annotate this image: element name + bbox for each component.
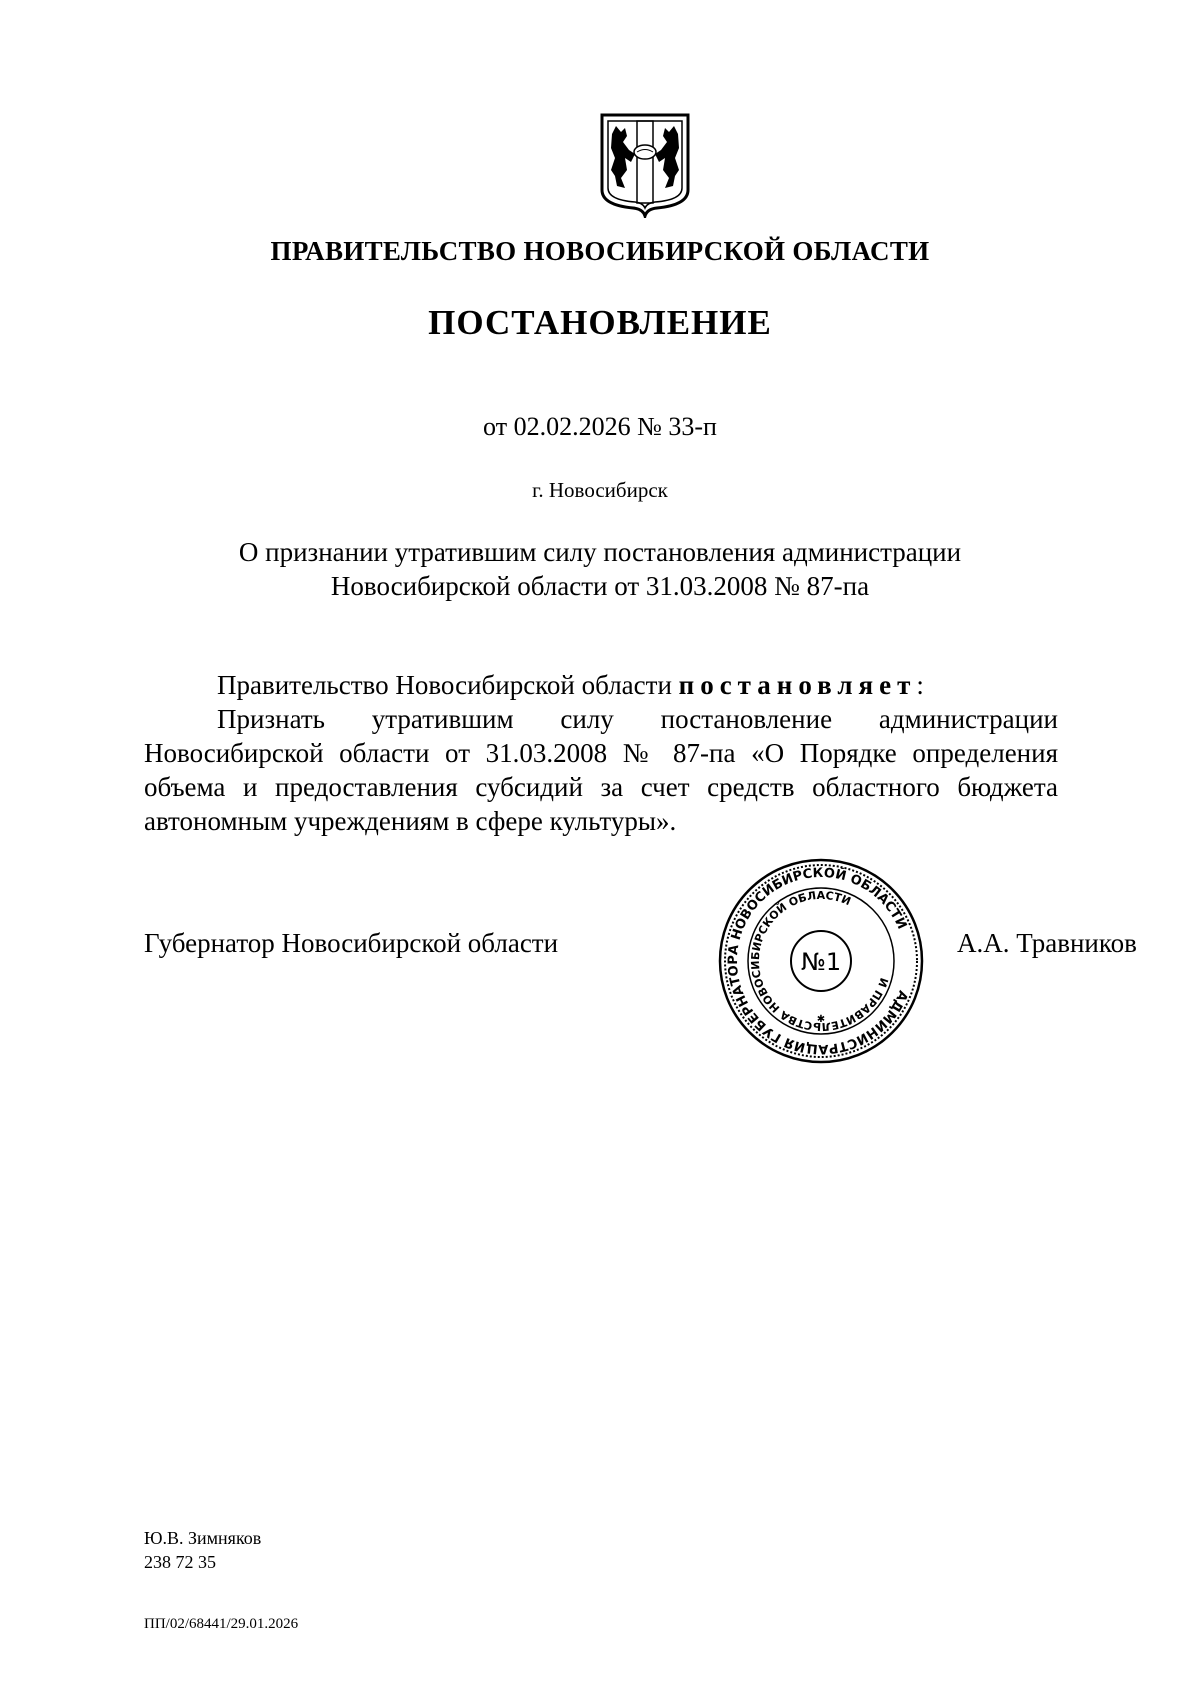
- signatory-name: А.А. Травников: [957, 928, 1137, 958]
- document-subject: [0, 535, 1200, 603]
- body-paragraph-decree: [144, 668, 1058, 702]
- decree-lead: Правительство Новосибирской области: [217, 670, 672, 700]
- body-paragraph-main: Признать утратившим силу постановление администрации Новосибирской области от 31.03.2008 № 87-па «О Порядке определения объема и предоставления субсидий за счет средств областного бюджета автономным учреждениям в сфере культуры».: [144, 704, 1058, 836]
- decree-word: постановляет: [678, 670, 917, 700]
- executor-phone: 238 72 35: [144, 1552, 216, 1572]
- document-date-number: [0, 412, 1200, 442]
- subject-line-1: О признании утратившим силу постановления администрации: [238, 537, 962, 567]
- document-body: [144, 668, 1058, 838]
- decree-colon: :: [916, 670, 924, 700]
- date-prefix: от: [483, 412, 508, 441]
- subject-line-2: Новосибирской области от 31.03.2008 № 87-па: [330, 571, 870, 601]
- seal-center-text: №1: [800, 948, 842, 976]
- document-city: г. Новосибирск: [532, 478, 668, 502]
- official-seal-stamp: [718, 858, 924, 1064]
- document-type-title: ПОСТАНОВЛЕНИЕ: [428, 303, 772, 342]
- document-date: 02.02.2026: [513, 412, 631, 441]
- seal-outer-text: АДМИНИСТРАЦИЯ ГУБЕРНАТОРА НОВОСИБИРСКОЙ ОБЛАСТИ: [725, 865, 911, 1057]
- executor-name: Ю.В. Зимняков: [144, 1528, 262, 1548]
- signatory-position: Губернатор Новосибирской области: [144, 928, 559, 958]
- seal-inner-text: И ПРАВИТЕЛЬСТВА НОВОСИБИРСКОЙ ОБЛАСТИ: [748, 888, 891, 1034]
- seal-star-icon: ✱: [816, 1014, 826, 1025]
- coat-of-arms-icon: [599, 112, 691, 218]
- organization-title: ПРАВИТЕЛЬСТВО НОВОСИБИРСКОЙ ОБЛАСТИ: [270, 236, 930, 266]
- document-number: № 33-п: [637, 412, 717, 441]
- document-reference-code: ПП/02/68441/29.01.2026: [144, 1616, 299, 1632]
